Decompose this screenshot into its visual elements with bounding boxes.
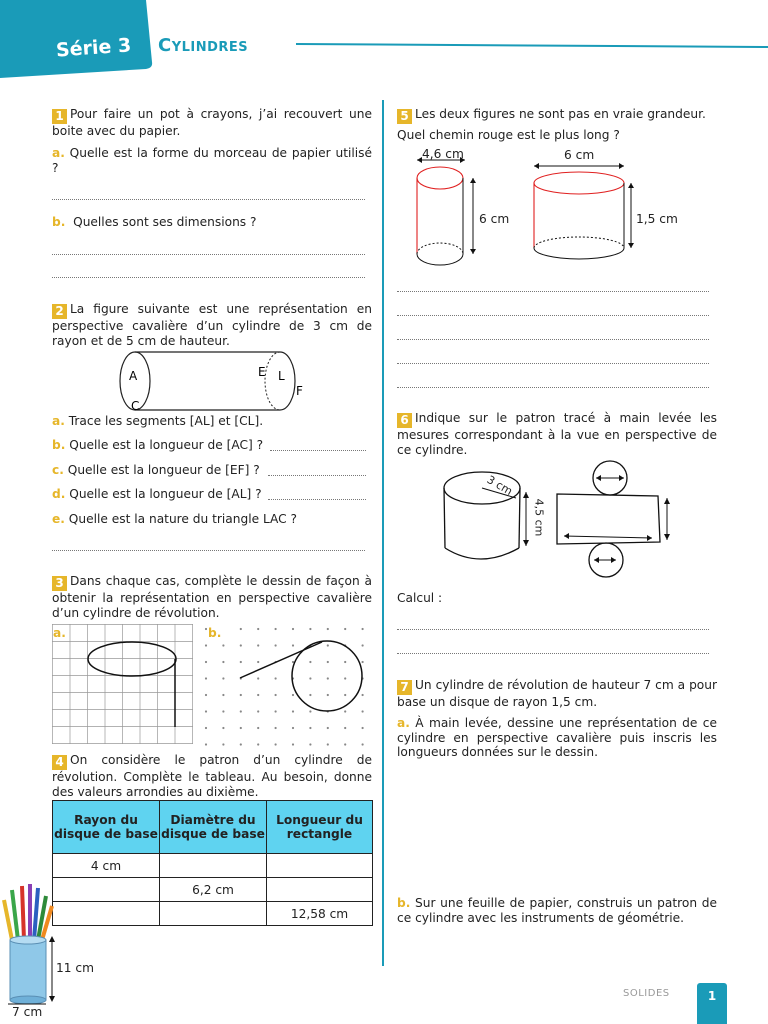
ex1-b-text: Quelles sont ses dimensions ? [73, 215, 257, 229]
grid-dot [292, 644, 294, 646]
table-cell[interactable]: 4 cm [53, 854, 160, 878]
grid-dot [344, 661, 346, 663]
fig2-width-label: 6 cm [564, 148, 595, 162]
grid-dot [240, 628, 242, 630]
grid-dot [205, 628, 207, 630]
grid-dot [292, 710, 294, 712]
grid-dot [257, 743, 259, 745]
ex4-badge: 4 [52, 755, 67, 770]
grid-dot [344, 628, 346, 630]
ex1-question-b [52, 215, 372, 230]
ex1-intro-text: Pour faire un pot à crayons, j’ai recouvert une boite avec du papier. [52, 107, 372, 138]
ex1-a-letter: a. [52, 146, 65, 160]
fig1-height-label: 6 cm [479, 212, 510, 226]
grid-dot [327, 677, 329, 679]
ex2-item-letter: c. [52, 463, 64, 477]
ex7-b-text: Sur une feuille de papier, construis un patron de ce cylindre avec les instruments de géométrie. [397, 896, 717, 925]
grid-dot [222, 661, 224, 663]
table-cell[interactable] [160, 902, 267, 926]
ex2-item-text: Trace les segments [AL] et [CL]. [68, 414, 264, 428]
ex2-item-a [52, 414, 372, 429]
ex7-a-letter: a. [397, 716, 410, 730]
ex2-item-text: Quelle est la nature du triangle LAC ? [68, 512, 298, 526]
pot-width-label: 7 cm [12, 1005, 43, 1019]
grid-dot [240, 694, 242, 696]
fig2-height-label: 1,5 cm [636, 212, 678, 226]
ex2-item-letter: e. [52, 512, 65, 526]
grid-dot [362, 743, 364, 745]
answer-line[interactable] [270, 450, 366, 451]
grid-dot [275, 677, 277, 679]
ex3-a-letter: a. [53, 626, 66, 640]
ex3-intro [52, 574, 372, 620]
footer-section: SOLIDES [623, 988, 670, 999]
grid-dot [292, 694, 294, 696]
ex1-b-letter: b. [52, 215, 66, 229]
answer-line[interactable] [52, 277, 365, 278]
fig1-width-label: 4,6 cm [422, 147, 464, 161]
grid-dot [344, 727, 346, 729]
ex5-intro [397, 107, 717, 124]
ex3-dotgrid-b [202, 624, 372, 746]
ex2-item-text: Quelle est la longueur de [EF] ? [67, 463, 260, 477]
ex3-badge: 3 [52, 576, 67, 591]
answer-line[interactable] [268, 499, 366, 500]
grid-dot [275, 743, 277, 745]
pencil-pot-illustration [0, 880, 110, 1024]
ex2-item-letter: a. [52, 414, 65, 428]
answer-line[interactable] [397, 387, 709, 388]
grid-dot [327, 727, 329, 729]
grid-dot [222, 727, 224, 729]
ex1-badge: 1 [52, 109, 67, 124]
grid-dot [309, 727, 311, 729]
grid-dot [205, 694, 207, 696]
ex4-intro-text: On considère le patron d’un cylindre de révolution. Complète le tableau. Au besoin, donne des valeurs arrondies au dixième. [52, 753, 372, 799]
grid-dot [362, 644, 364, 646]
ex6-height-label: 4,5 cm [532, 498, 546, 537]
table-header: Diamètre du disque de base [160, 801, 267, 854]
series-label: Série 3 [55, 34, 132, 62]
ex6-calc-label: Calcul : [397, 591, 443, 605]
grid-dot [292, 727, 294, 729]
answer-line[interactable] [52, 199, 365, 200]
answer-line[interactable] [397, 653, 709, 654]
grid-dot [257, 628, 259, 630]
ex2-item-letter: d. [52, 487, 66, 501]
ex5-intro-text: Les deux figures ne sont pas en vraie grandeur. [415, 107, 706, 121]
ex7-b-letter: b. [397, 896, 411, 910]
ex3-b-letter: b. [208, 626, 222, 640]
page-title: Cylindres [158, 35, 249, 56]
answer-line[interactable] [397, 339, 709, 340]
ex1-intro [52, 107, 372, 139]
label-C: C [131, 399, 140, 413]
table-cell[interactable] [267, 878, 373, 902]
grid-dot [309, 661, 311, 663]
grid-dot [240, 710, 242, 712]
grid-dot [222, 710, 224, 712]
ex2-item-letter: b. [52, 438, 66, 452]
ex2-intro-text: La figure suivante est une représentation en perspective cavalière d’un cylindre de 3 cm de rayon et de 5 cm de hauteur. [52, 302, 372, 348]
ex4-intro [52, 753, 372, 799]
ex7-intro-text: Un cylindre de révolution de hauteur 7 cm a pour base un disque de rayon 1,5 cm. [397, 678, 717, 709]
page-number: 1 [697, 983, 727, 1024]
grid-dot [344, 677, 346, 679]
grid-dot [222, 694, 224, 696]
ex2-cylinder-figure [110, 346, 310, 416]
grid-dot [275, 628, 277, 630]
grid-dot [205, 677, 207, 679]
grid-dot [240, 644, 242, 646]
ex6-net-figure [440, 458, 690, 582]
ex7-a-text: À main levée, dessine une représentation de ce cylindre en perspective cavalière puis inscris les longueurs données sur le dessin. [397, 716, 717, 759]
grid-dot [309, 743, 311, 745]
ex2-intro [52, 302, 372, 348]
grid-dot [205, 644, 207, 646]
grid-dot [257, 727, 259, 729]
ex7-intro [397, 678, 717, 710]
answer-line[interactable] [268, 475, 366, 476]
grid-dot [362, 710, 364, 712]
grid-dot [327, 628, 329, 630]
ex7-question-a [397, 716, 717, 760]
ex2-item-text: Quelle est la longueur de [AL] ? [69, 487, 262, 501]
table-cell[interactable]: 6,2 cm [160, 878, 267, 902]
grid-dot [257, 710, 259, 712]
answer-line[interactable] [52, 550, 365, 551]
grid-dot [275, 694, 277, 696]
ex5-question: Quel chemin rouge est le plus long ? [397, 128, 620, 142]
pot-height-label: 11 cm [56, 961, 94, 975]
answer-line[interactable] [397, 629, 709, 630]
ex5-figures [405, 144, 705, 274]
label-A: A [129, 369, 138, 383]
grid-dot [309, 628, 311, 630]
grid-dot [327, 661, 329, 663]
ex2-item-e [52, 512, 372, 527]
table-cell[interactable]: 12,58 cm [267, 902, 373, 926]
grid-dot [222, 677, 224, 679]
grid-dot [344, 710, 346, 712]
grid-dot [344, 694, 346, 696]
grid-dot [257, 661, 259, 663]
ex7-badge: 7 [397, 680, 412, 695]
ex6-radius-label: 3 cm [484, 473, 515, 498]
grid-dot [362, 628, 364, 630]
ex3-intro-text: Dans chaque cas, complète le dessin de façon à obtenir la représentation en perspective cavalière d’un cylindre de révolution. [52, 574, 372, 620]
label-F: F [296, 384, 303, 398]
answer-line[interactable] [397, 363, 709, 364]
table-cell[interactable] [267, 854, 373, 878]
grid-dot [344, 743, 346, 745]
table-header: Longueur du rectangle [267, 801, 373, 854]
ex7-question-b [397, 896, 717, 925]
column-divider [382, 100, 384, 966]
grid-dot [275, 727, 277, 729]
grid-dot [292, 743, 294, 745]
ex1-question-a [52, 146, 372, 175]
table-row [53, 854, 373, 878]
grid-dot [222, 743, 224, 745]
answer-line[interactable] [52, 254, 365, 255]
grid-dot [362, 727, 364, 729]
grid-dot [362, 661, 364, 663]
grid-dot [292, 628, 294, 630]
answer-line[interactable] [397, 315, 709, 316]
grid-dot [309, 694, 311, 696]
ex3-grid-a [52, 624, 194, 744]
label-E: E [258, 365, 266, 379]
ex6-badge: 6 [397, 413, 412, 428]
grid-dot [205, 710, 207, 712]
grid-dot [309, 677, 311, 679]
grid-dot [327, 644, 329, 646]
grid-dot [257, 677, 259, 679]
grid-dot [309, 710, 311, 712]
grid-dot [205, 727, 207, 729]
label-L: L [278, 369, 285, 383]
grid-dot [205, 743, 207, 745]
ex2-item-text: Quelle est la longueur de [AC] ? [69, 438, 264, 452]
ex6-intro [397, 411, 717, 457]
grid-dot [292, 661, 294, 663]
grid-dot [205, 661, 207, 663]
grid-dot [240, 727, 242, 729]
ex2-badge: 2 [52, 304, 67, 319]
grid-dot [257, 694, 259, 696]
ex6-intro-text: Indique sur le patron tracé à main levée les mesures correspondant à la vue en perspective de ce cylindre. [397, 411, 717, 457]
ex5-badge: 5 [397, 109, 412, 124]
grid-dot [362, 694, 364, 696]
grid-dot [275, 710, 277, 712]
table-cell[interactable] [160, 854, 267, 878]
grid-dot [240, 743, 242, 745]
grid-dot [327, 743, 329, 745]
grid-dot [240, 661, 242, 663]
grid-dot [257, 644, 259, 646]
grid-dot [327, 694, 329, 696]
ex1-a-text: Quelle est la forme du morceau de papier utilisé ? [52, 146, 372, 175]
grid-dot [222, 644, 224, 646]
answer-line[interactable] [397, 291, 709, 292]
grid-dot [275, 644, 277, 646]
table-header: Rayon du disque de base [53, 801, 160, 854]
